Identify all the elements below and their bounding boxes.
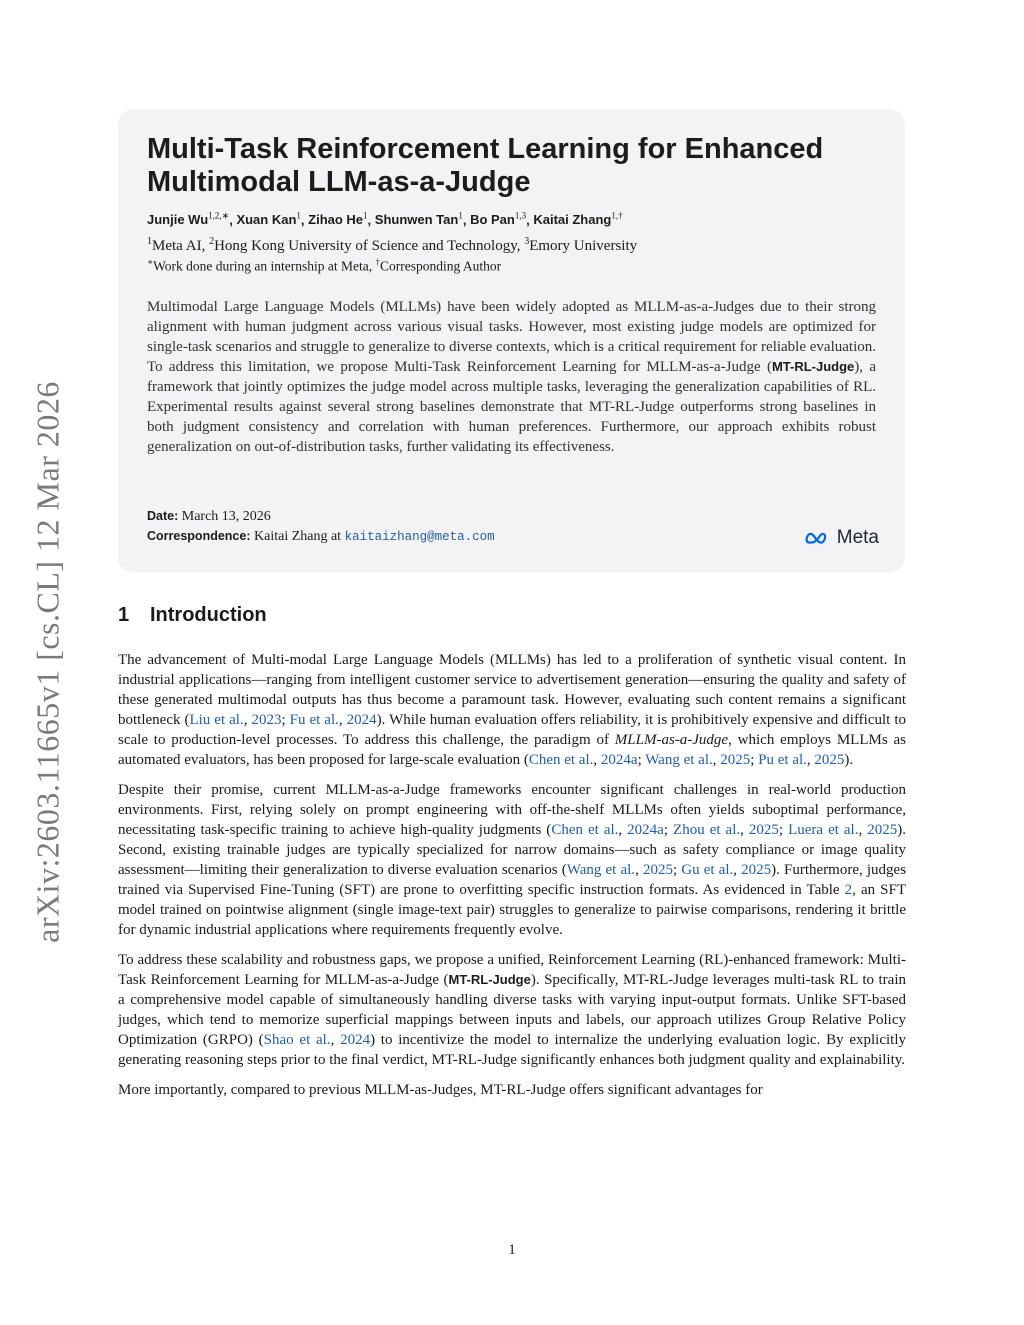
citation-link[interactable]: Gu et al. [681,862,734,878]
citation-link[interactable]: 2024 [340,1032,371,1048]
title-card [118,109,905,573]
method-acronym: MT-RL-Judge [448,972,531,987]
text-run: ). Specifically, MT-RL-Judge leverages multi-task RL to train a comprehensive model capable of simultaneously handling diverse tasks with varying input-output formats. Unlike SFT-based judges, which tend to memorize superficial mappings between inputs and labels, our approach utilizes Group Relative Policy Optimization (GRPO) ( [118,972,906,1048]
citation-link[interactable]: 2025 [748,822,779,838]
text-run: To address these scalability and robustness gaps, we propose a unified, Reinforcement Learning (RL)-enhanced framework: Multi-Task Reinforcement Learning for MLLM-as-a-Judge ( [118,952,906,988]
author: Shunwen Tan$^1$ [374,211,463,228]
citation-link[interactable]: 2024a [627,822,664,838]
author-list: Junjie $Wu^{1,2,∗}$, Xuan Kan$^1$, Zihao He$^1$, Shunwen Tan$^1$, Bo Pan$^{1,3}$, Kaitai Zhang$^{1,\dagger}$ [147,211,623,228]
text-run: ) to incentivize the model to internalize the underlying evaluation logic. By explicitly generating reasoning steps prior to the final verdict, MT-RL-Judge significantly enhances both judgment quality and explainability. [118,1032,906,1068]
meta-logo [805,527,879,549]
citation-link[interactable]: Fu et al. [289,712,339,728]
citation-link[interactable]: Shao et al. [263,1032,331,1048]
text-run: , [338,712,347,728]
text-run: ; [281,712,290,728]
text-run: , which employs MLLMs as automated evaluators, has been proposed for large-scale evaluation ( [118,732,906,768]
citation-link[interactable]: 2025 [741,862,772,878]
citation-link[interactable]: Chen et al. [551,822,619,838]
text-run: Despite their promise, current MLLM-as-a-Judge frameworks encounter significant challenges in real-world production environments. First, relying solely on prompt engineering with off-the-shelf MLLMs often yields suboptimal performance, necessitating task-specific training to achieve high-quality judgments ( [118,782,906,838]
citation-link[interactable]: 2 [844,882,853,898]
text-run: , [243,712,252,728]
author: Kaitai Zhang$^{1,\dagger}$ [533,211,623,228]
text-run: , [712,752,721,768]
citation-link[interactable]: 2025 [814,752,845,768]
citation-link[interactable]: Chen et al. [528,752,594,768]
text-run: , [618,822,628,838]
citation-link[interactable]: 2025 [867,822,898,838]
text-run: ; [778,822,789,838]
text-run: , [806,752,815,768]
citation-link[interactable]: Pu et al. [758,752,807,768]
page-number: 1 [508,1242,516,1258]
text-run: More importantly, compared to previous MLLM-as-Judges, MT-RL-Judge offers significant advantages for [118,1082,763,1098]
date-value: March 13, 2026 [181,509,271,524]
author-notes: ∗Work done during an internship at Meta, †Corresponding Author [147,257,502,274]
affiliations: $^1$Meta AI, $^2$Hong Kong University of Science and Technology, $^3$Emory University [147,236,638,255]
citation-link[interactable]: Liu et al. [189,712,244,728]
paragraph [118,780,906,940]
text-run: ; [663,822,674,838]
correspondence-name: Kaitai Zhang at [254,529,342,544]
text-run: , [733,862,742,878]
text-run: , [593,752,601,768]
meta-logo-text: Meta [836,527,879,548]
citation-link[interactable]: 2024a [600,752,638,768]
abstract: Multimodal Large Language Models (MLLMs) have been widely adopted as MLLM-as-a-Judges due to their strong alignment with human judgment across various visual tasks. However, most existing judge models are optimized for single-task scenarios and struggle to generalize to diverse contexts, which is a critical requirement for reliable evaluation. To address this limitation, we propose Multi-Task Reinforcement Learning for MLLM-as-a-Judge (MT-RL-Judge), a framework that jointly optimizes the judge model across multiple tasks, leveraging the generalization capabilities of RL. Experimental results against several strong baselines demonstrate that MT-RL-Judge outperforms strong baselines in both judgment consistency and correlation with human preferences. Furthermore, our approach exhibits robust generalization on out-of-distribution tasks, further validating its effectiveness. [147,298,876,455]
paragraph [118,1080,906,1100]
text-run: ; [750,752,759,768]
arxiv-identifier: arXiv:2603.11665v1 [cs.CL] 12 Mar 2026 [29,381,66,943]
emphasis-text: MLLM-as-a-Judge [614,732,729,748]
paragraph [118,650,906,770]
text-run: ). Furthermore, judges trained via Supervised Fine-Tuning (SFT) are prone to overfitting specific instruction formats. As evidenced in Table [118,862,907,898]
text-run: ). While human evaluation offers reliability, it is prohibitively expensive and difficult to scale to production-level processes. To address this challenge, the paradigm of [118,712,907,748]
text-run: , [858,822,868,838]
meta-infinity-icon [805,530,833,546]
text-run: ). [844,752,854,768]
date-label: Date: [147,509,179,523]
paragraph [118,950,906,1070]
correspondence-label: Correspondence: [147,529,251,543]
citation-link[interactable]: 2024 [346,712,377,728]
introduction-body [118,650,906,1110]
author: Xuan Kan$^1$ [236,211,301,228]
text-run: , [330,1032,341,1048]
text-run: ). Second, existing trainable judges are typically specialized for narrow domains—such as safety compliance or image quality assessment—limiting their generalization to diverse evaluation scenarios ( [118,822,906,878]
author: Bo Pan$^{1,3}$ [470,211,527,228]
text-run: ; [672,862,682,878]
paper-metadata [147,509,495,549]
citation-link[interactable]: 2025 [642,862,673,878]
citation-link[interactable]: Zhou et al. [673,822,741,838]
citation-link[interactable]: Luera et al. [788,822,859,838]
paper-title: Multi-Task Reinforcement Learning for Enhanced Multimodal LLM-as-a-Judge [147,133,824,198]
citation-link[interactable]: 2025 [720,752,751,768]
author: Junjie $Wu^{1,2,∗}$ [147,211,230,228]
section-heading: 1 Introduction [118,604,267,626]
citation-link[interactable]: Wang et al. [566,862,636,878]
text-run: , an SFT model trained on pointwise alignment (single image-text pair) struggles to generalize to pairwise comparisons, rendering it brittle for dynamic industrial applications where requirements frequently evolve. [118,882,906,938]
text-run: , [740,822,749,838]
text-run: , [635,862,643,878]
correspondence-email-link[interactable]: kaitaizhang@meta.com [344,530,495,544]
text-run: The advancement of Multi-modal Large Language Models (MLLMs) has led to a proliferation of synthetic visual content. In industrial applications—ranging from intelligent customer service to advertisement generation—ensuring the quality and safety of these generated multimodal outputs has thus become a paramount task. However, evaluating such content remains a significant bottleneck ( [118,652,906,728]
citation-link[interactable]: 2023 [251,712,282,728]
author: Zihao He$^1$ [308,211,368,228]
text-run: ; [637,752,646,768]
citation-link[interactable]: Wang et al. [645,752,713,768]
